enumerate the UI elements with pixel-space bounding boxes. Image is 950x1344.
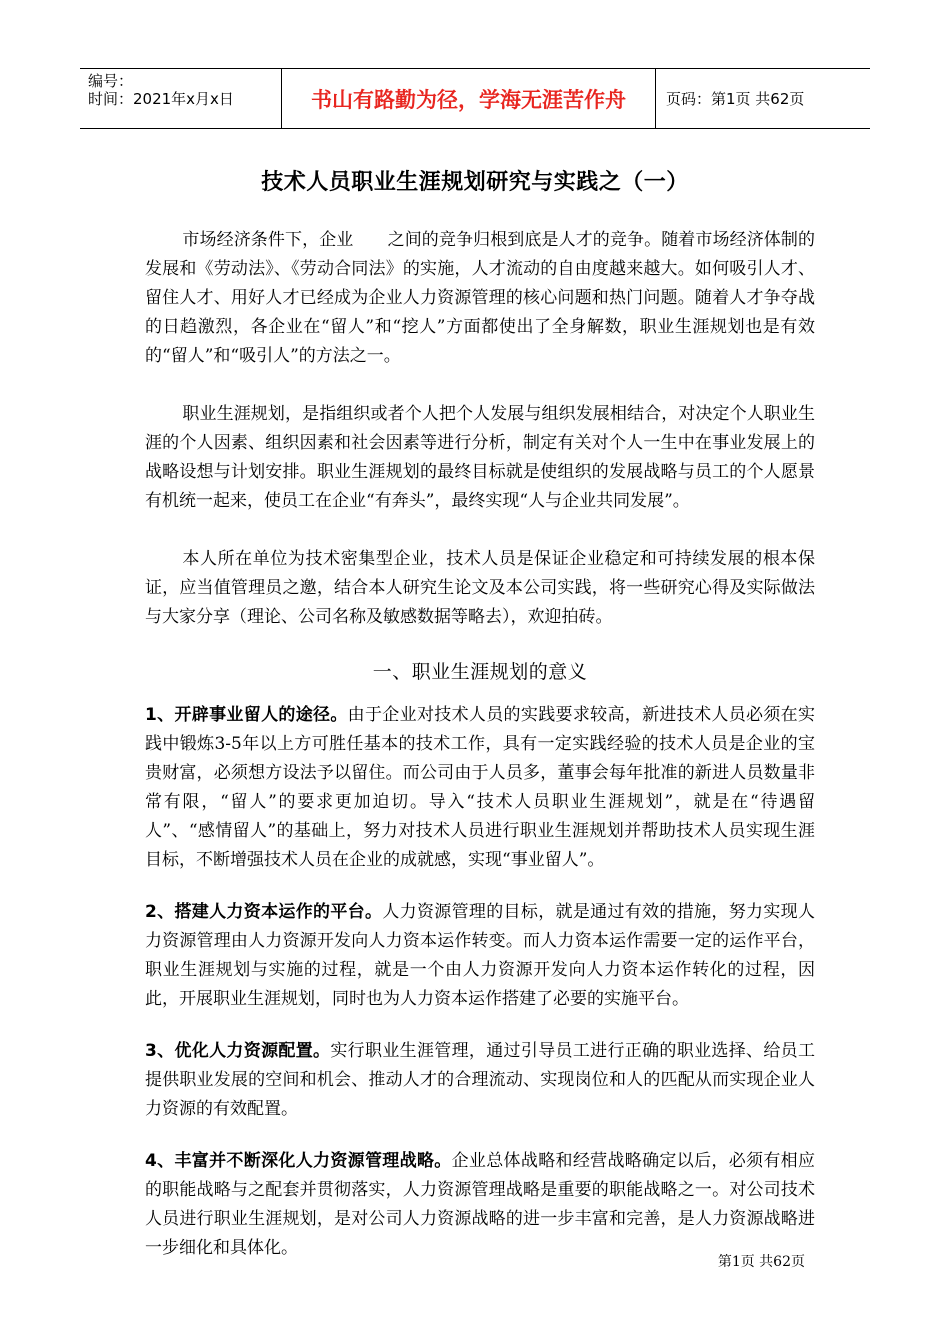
list-item — [145, 1147, 815, 1263]
document-body — [145, 226, 815, 1263]
header-motto: 书山有路勤为径，学海无涯苦作舟 — [282, 69, 656, 128]
list-item-lead: 4、丰富并不断深化人力资源管理战略。 — [145, 1151, 452, 1171]
list-item-lead: 3、优化人力资源配置。 — [145, 1041, 331, 1061]
header-time-label: 时间：2021年x月x日 — [88, 90, 234, 108]
list-item-text: 企业总体战略和经营战略确定以后，必须有相应的职能战略与之配套并贯彻落实，人力资源管理战略是重要的职能战略之一。对公司技术人员进行职业生涯规划，是对公司人力资源战略的进一步丰富和完善，是人力资源战略进一步细化和具体化。 — [145, 1151, 815, 1258]
document-title: 技术人员职业生涯规划研究与实践之（一） — [261, 170, 689, 195]
header-page-info: 页码：第1页 共62页 — [666, 90, 805, 108]
list-item-lead: 1、开辟事业留人的途径。 — [145, 705, 348, 725]
list-item — [145, 1037, 815, 1124]
list-item-text: 实行职业生涯管理，通过引导员工进行正确的职业选择、给员工提供职业发展的空间和机会、推动人才的合理流动、实现岗位和人的匹配从而实现企业人力资源的有效配置。 — [145, 1041, 815, 1119]
header-number-label: 编号： — [88, 72, 134, 90]
page-header — [80, 68, 870, 129]
paragraph-definition: 职业生涯规划，是指组织或者个人把个人发展与组织发展相结合，对决定个人职业生涯的个人因素、组织因素和社会因素等进行分析，制定有关对个人一生中在事业发展上的战略设想与计划安排。职业生涯规划的最终目标就是使组织的发展战略与员工的个人愿景有机统一起来，使员工在企业“有奔头”，最终实现“人与企业共同发展”。 — [145, 404, 815, 511]
list-item — [145, 701, 815, 875]
page-footer: 第1页 共62页 — [717, 1254, 805, 1270]
list-item-text: 由于企业对技术人员的实践要求较高，新进技术人员必须在实践中锻炼3-5年以上方可胜任基本的技术工作，具有一定实践经验的技术人员是企业的宝贵财富，必须想方设法予以留住。而公司由于人员多，董事会每年批准的新进人员数量非常有限，“留人”的要求更加迫切。导入“技术人员职业生涯规划”，就是在“待遇留人”、“感情留人”的基础上，努力对技术人员进行职业生涯规划并帮助技术人员实现生涯目标，不断增强技术人员在企业的成就感，实现“事业留人”。 — [145, 705, 815, 870]
list-item — [145, 898, 815, 1014]
list-item-text: 人力资源管理的目标，就是通过有效的措施，努力实现人力资源管理由人力资源开发向人力资本运作转变。而人力资本运作需要一定的运作平台，职业生涯规划与实施的过程，就是一个由人力资源开发向人力资本运作转化的过程，因此，开展职业生涯规划，同时也为人力资本运作搭建了必要的实施平台。 — [145, 902, 815, 1009]
paragraph-intro: 市场经济条件下，企业 之间的竞争归根到底是人才的竞争。随着市场经济体制的发展和《劳动法》、《劳动合同法》的实施，人才流动的自由度越来越大。如何吸引人才、留住人才、用好人才已经成为企业人力资源管理的核心问题和热门问题。随着人才争夺战的日趋激烈，各企业在“留人”和“挖人”方面都使出了全身解数，职业生涯规划也是有效的“留人”和“吸引人”的方法之一。 — [145, 230, 815, 366]
list-item-lead: 2、搭建人力资本运作的平台。 — [145, 902, 383, 922]
section-heading: 一、职业生涯规划的意义 — [372, 661, 588, 683]
header-meta — [80, 69, 282, 128]
paragraph-background: 本人所在单位为技术密集型企业，技术人员是保证企业稳定和可持续发展的根本保证，应当值管理员之邀，结合本人研究生论文及本公司实践，将一些研究心得及实际做法与大家分享（理论、公司名称及敏感数据等略去），欢迎拍砖。 — [145, 549, 815, 627]
